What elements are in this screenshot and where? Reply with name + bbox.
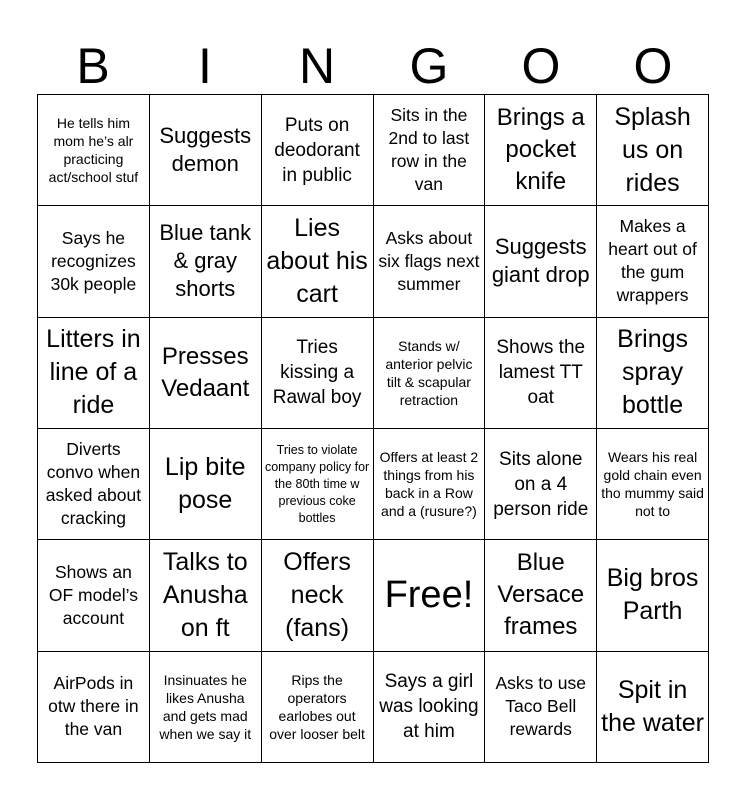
bingo-cell[interactable] — [597, 429, 709, 540]
cell-text: He tells him mom he’s alr practicing act/school stuf — [48, 115, 139, 186]
bingo-cell[interactable] — [485, 318, 597, 429]
cell-text: Shows the lamest TT oat — [496, 337, 586, 409]
header-letter-n: N — [298, 38, 336, 94]
bingo-cell[interactable] — [374, 206, 486, 317]
bingo-cell[interactable] — [485, 206, 597, 317]
bingo-cell[interactable] — [374, 429, 486, 540]
bingo-cell[interactable] — [38, 652, 150, 763]
bingo-cell[interactable] — [374, 652, 486, 763]
cell-text: Rips the operators earlobes out over looser belt — [269, 671, 365, 742]
bingo-cell[interactable] — [597, 206, 709, 317]
cell-text: Diverts convo when asked about cracking — [45, 439, 142, 529]
cell-text: Lip bite pose — [164, 453, 246, 515]
cell-text: Asks about six flags next summer — [378, 227, 480, 294]
free-space-text: Free! — [384, 574, 474, 617]
bingo-header — [37, 38, 709, 94]
bingo-cell[interactable] — [262, 540, 374, 651]
cell-text: Wears his real gold chain even tho mummy said not to — [601, 449, 704, 520]
bingo-cell[interactable] — [262, 95, 374, 206]
cell-text: Asks to use Taco Bell rewards — [495, 673, 586, 740]
cell-text: Puts on deodorant in public — [274, 114, 360, 186]
free-space[interactable] — [374, 540, 486, 651]
header-letter-o: O — [521, 38, 561, 94]
bingo-cell[interactable] — [374, 318, 486, 429]
header-letter-g: G — [409, 38, 449, 94]
cell-text: Brings a pocket knife — [496, 104, 585, 196]
bingo-cell[interactable] — [150, 206, 262, 317]
bingo-cell[interactable] — [597, 540, 709, 651]
bingo-cell[interactable] — [262, 318, 374, 429]
cell-text: Lies about his cart — [266, 213, 368, 308]
cell-text: Stands w/ anterior pelvic tilt & scapular retraction — [385, 337, 473, 408]
bingo-cell[interactable] — [150, 318, 262, 429]
bingo-cell[interactable] — [262, 429, 374, 540]
bingo-cell[interactable] — [150, 95, 262, 206]
cell-text: Talks to Anusha on ft — [162, 547, 248, 642]
bingo-cell[interactable] — [485, 95, 597, 206]
bingo-cell[interactable] — [38, 95, 150, 206]
cell-text: Offers neck (fans) — [283, 547, 351, 642]
cell-text: Sits alone on a 4 person ride — [493, 448, 589, 520]
bingo-cell[interactable] — [150, 652, 262, 763]
bingo-cell[interactable] — [38, 540, 150, 651]
cell-text: Offers at least 2 things from his back in a Row and a (rusure?) — [379, 449, 479, 520]
header-letter-o-2: O — [633, 38, 673, 94]
bingo-cell[interactable] — [38, 318, 150, 429]
bingo-cell[interactable] — [597, 318, 709, 429]
cell-text: Suggests giant drop — [491, 234, 590, 288]
cell-text: Makes a heart out of the gum wrappers — [608, 216, 697, 306]
bingo-cell[interactable] — [150, 429, 262, 540]
header-letter-b: B — [76, 38, 110, 94]
cell-text: Tries kissing a Rawal boy — [272, 337, 362, 409]
bingo-cell[interactable] — [38, 429, 150, 540]
cell-text: Blue tank & gray shorts — [159, 220, 252, 302]
bingo-cell[interactable] — [262, 206, 374, 317]
cell-text: Blue Versace frames — [497, 549, 585, 641]
bingo-cell[interactable] — [262, 652, 374, 763]
bingo-cell[interactable] — [485, 652, 597, 763]
cell-text: Sits in the 2nd to last row in the van — [388, 105, 470, 195]
bingo-cell[interactable] — [597, 652, 709, 763]
header-letter-i: I — [198, 38, 212, 94]
bingo-cell[interactable] — [374, 95, 486, 206]
cell-text: Says a girl was looking at him — [379, 671, 479, 743]
bingo-cell[interactable] — [38, 206, 150, 317]
cell-text: Spit in the water — [601, 675, 704, 737]
cell-text: Big bros Parth — [606, 564, 699, 626]
bingo-grid — [37, 94, 709, 763]
bingo-cell[interactable] — [485, 429, 597, 540]
cell-text: Splash us on rides — [614, 102, 691, 197]
bingo-cell[interactable] — [597, 95, 709, 206]
cell-text: Shows an OF model’s account — [48, 561, 138, 628]
bingo-cell[interactable] — [150, 540, 262, 651]
cell-text: Insinuates he likes Anusha and gets mad when we say it — [159, 671, 252, 742]
cell-text: Presses Vedaant — [161, 342, 250, 402]
bingo-cell[interactable] — [485, 540, 597, 651]
cell-text: AirPods in otw there in the van — [48, 673, 139, 740]
cell-text: Brings spray bottle — [617, 325, 689, 420]
cell-text: Tries to violate company policy for the 80th time w previous coke bottles — [264, 442, 370, 525]
cell-text: Suggests demon — [159, 123, 252, 177]
cell-text: Litters in line of a ride — [46, 325, 141, 420]
cell-text: Says he recognizes 30k people — [50, 227, 137, 294]
